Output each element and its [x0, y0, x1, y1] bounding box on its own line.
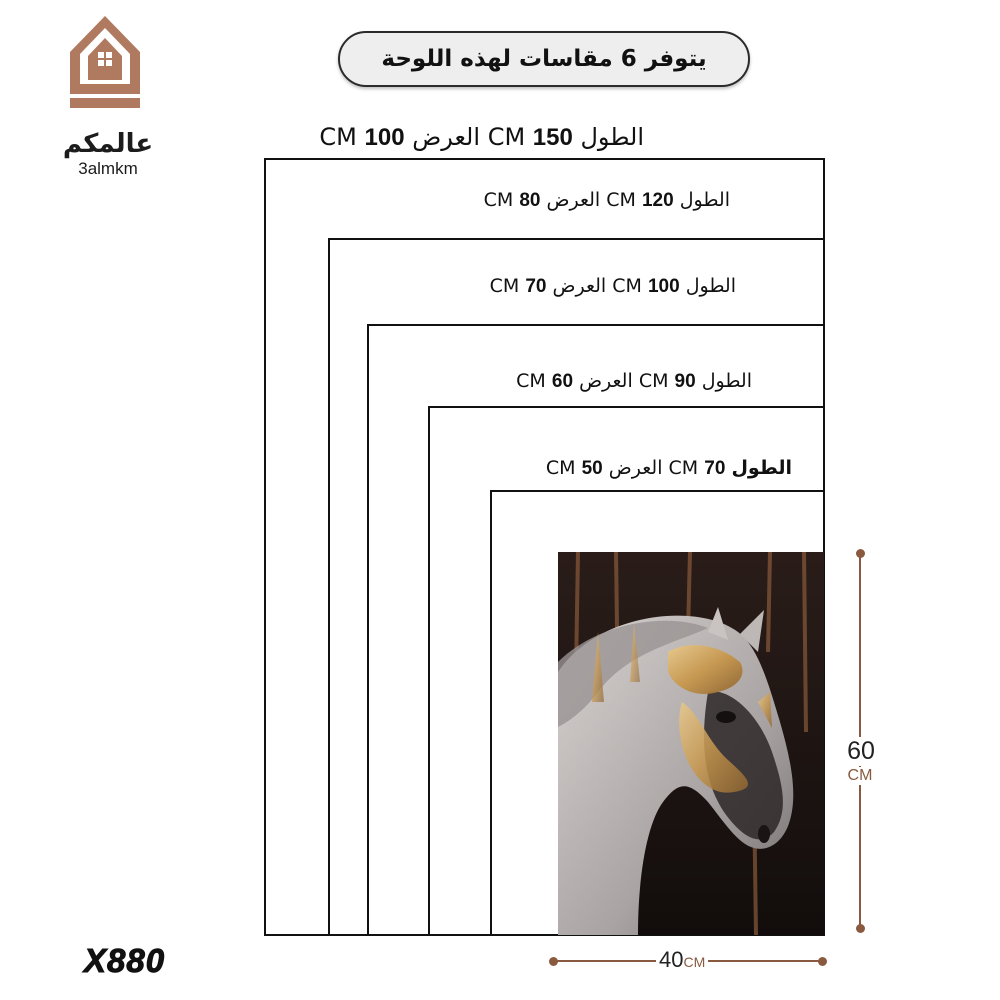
sizes-headline: يتوفر 6 مقاسات لهذه اللوحة	[338, 31, 750, 87]
width-dimension-label	[656, 947, 708, 973]
size-label-70x50: الطول 70 CM العرض CM 50	[545, 457, 792, 479]
size-label-120x80: الطول 120 CM العرض CM 80	[483, 189, 730, 211]
brand-name-latin: 3almkm	[78, 159, 138, 178]
house-icon	[68, 14, 142, 110]
horse-artwork	[558, 552, 824, 935]
brand-name-arabic: عالمكم	[62, 129, 154, 159]
product-code: X880	[84, 942, 166, 979]
size-label-90x60: الطول 90 CM العرض CM 60	[516, 370, 752, 392]
width-dimension-value: 40	[659, 947, 684, 972]
size-label-100x70: الطول 100 CM العرض CM 70	[489, 275, 736, 297]
height-dimension-value: 60	[843, 737, 879, 766]
width-dimension-unit: CM	[683, 954, 706, 970]
size-label-150x100: الطول 150 CM العرض CM 100	[319, 123, 644, 151]
brand-logo	[50, 14, 160, 178]
height-dimension-unit: CM	[841, 767, 879, 785]
